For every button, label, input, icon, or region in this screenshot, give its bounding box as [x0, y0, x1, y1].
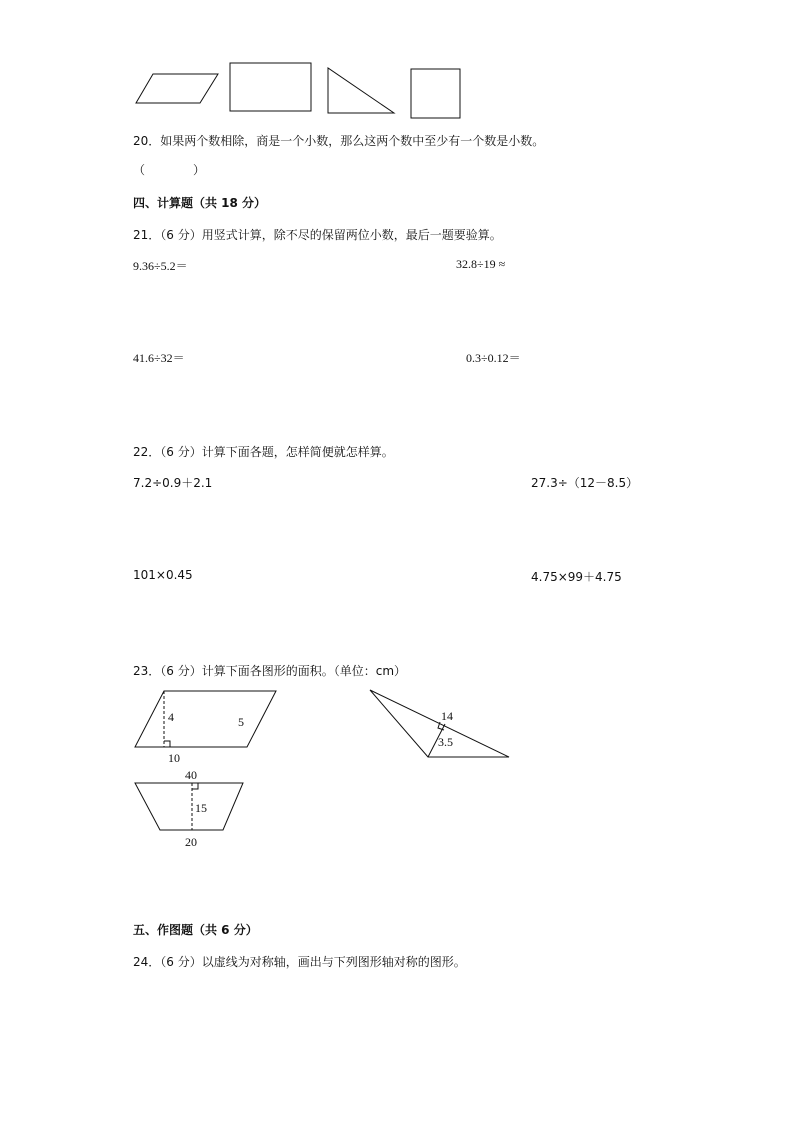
q21-item-3: 41.6÷32＝ — [133, 351, 185, 365]
q23-parallelogram-base: 10 — [168, 751, 180, 765]
q23-trapezoid — [135, 768, 243, 849]
q24-prompt: 24．（6 分）以虚线为对称轴，画出与下列图形轴对称的图形。 — [133, 955, 466, 969]
q23-triangle-height: 3.5 — [438, 735, 453, 749]
q23-triangle-base: 14 — [441, 709, 453, 723]
section-5-title: 五、作图题（共 6 分） — [133, 923, 258, 937]
q22-item-2: 27.3÷（12－8.5） — [531, 476, 639, 490]
q20-text: 20．如果两个数相除，商是一个小数，那么这两个数中至少有一个数是小数。 — [133, 134, 545, 148]
q22-item-3: 101×0.45 — [133, 568, 193, 582]
q21-item-4: 0.3÷0.12＝ — [466, 351, 521, 365]
q21-prompt: 21．（6 分）用竖式计算，除不尽的保留两位小数，最后一题要验算。 — [133, 228, 502, 242]
q23-trapezoid-bottom: 20 — [185, 835, 197, 849]
q21-item-1: 9.36÷5.2＝ — [133, 259, 188, 273]
q22-item-4: 4.75×99＋4.75 — [531, 570, 622, 584]
q20-answer-blank[interactable]: （ ） — [133, 163, 206, 177]
section-4-title: 四、计算题（共 18 分） — [133, 196, 267, 210]
q22-item-1: 7.2÷0.9＋2.1 — [133, 476, 213, 490]
q22-prompt: 22．（6 分）计算下面各题，怎样简便就怎样算。 — [133, 445, 394, 459]
q23-trapezoid-top: 40 — [185, 768, 197, 782]
q21-item-2: 32.8÷19 ≈ — [456, 257, 506, 271]
q23-parallelogram-height: 4 — [168, 710, 174, 724]
q23-prompt: 23．（6 分）计算下面各图形的面积。（单位：cm） — [133, 664, 407, 678]
q23-parallelogram-side: 5 — [238, 715, 244, 729]
q23-parallelogram — [135, 691, 276, 765]
q23-triangle — [370, 690, 509, 757]
q23-trapezoid-height: 15 — [195, 801, 207, 815]
